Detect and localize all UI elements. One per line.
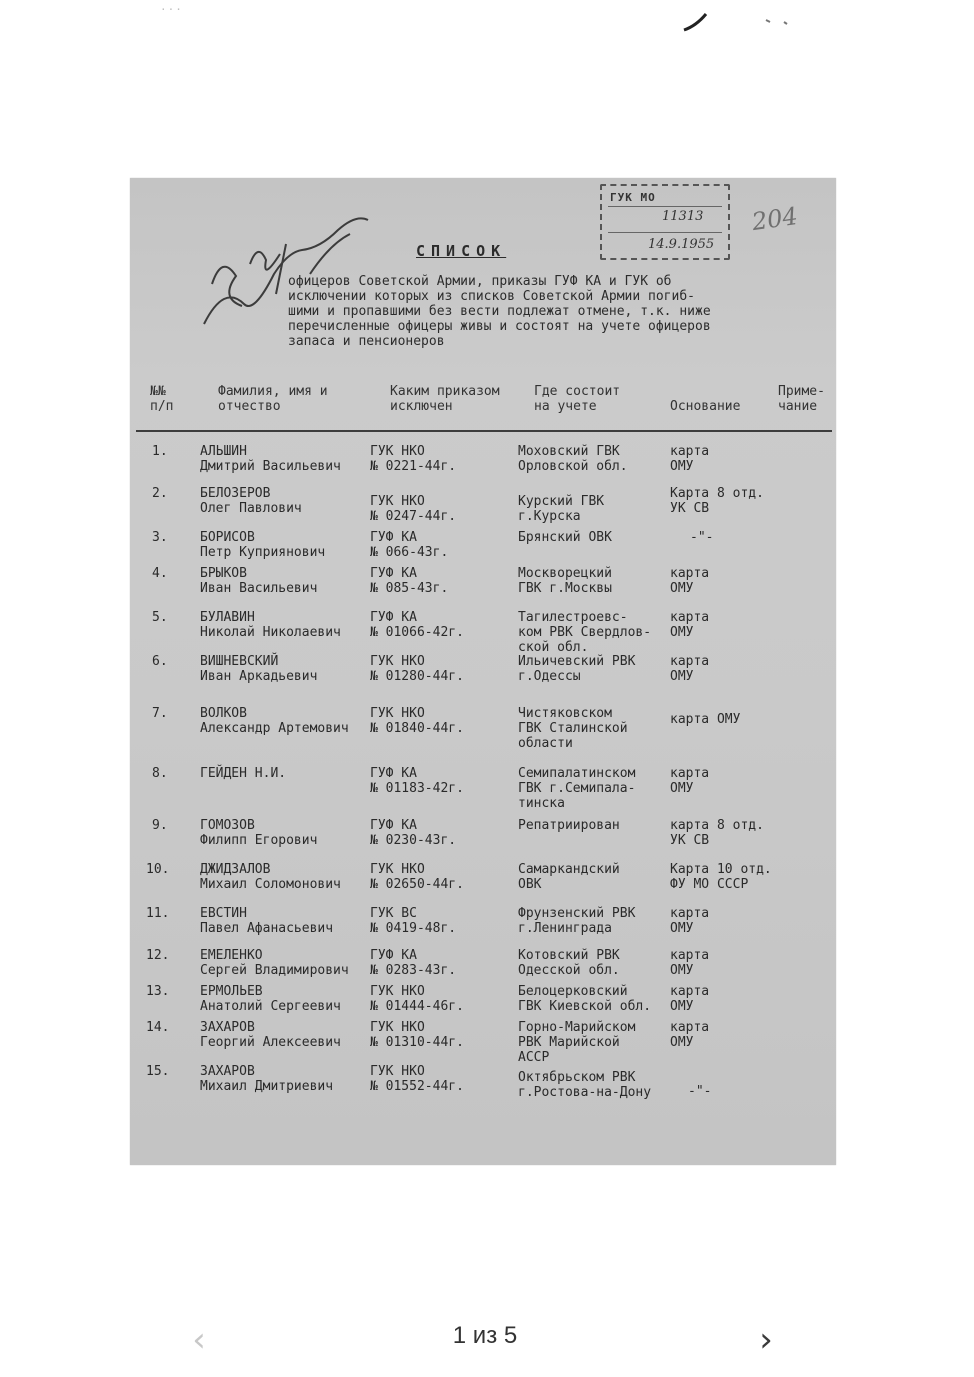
row-number: 10. bbox=[146, 862, 170, 877]
stamp-issuer: ГУК МО bbox=[610, 191, 656, 204]
registration-office: Октябрьском РВК г.Ростова-на-Дону bbox=[518, 1070, 652, 1100]
row-number: 12. bbox=[146, 948, 170, 963]
registration-office: Репатриирован bbox=[518, 818, 620, 833]
row-number: 11. bbox=[146, 906, 170, 921]
stamp-number: 11313 bbox=[662, 209, 704, 224]
officer-name: АЛЬШИН Дмитрий Васильевич bbox=[200, 444, 341, 474]
exclusion-order: ГУК НКО № 0221-44г. bbox=[370, 444, 457, 474]
document-title: СПИСОК bbox=[416, 242, 507, 260]
basis: карта ОМУ bbox=[670, 712, 741, 727]
corner-pen-mark bbox=[676, 8, 796, 38]
exclusion-order: ГУФ КА № 066-43г. bbox=[370, 530, 449, 560]
registration-office: Тагилестроевс- ком РВК Свердлов- ской обл. bbox=[518, 610, 652, 655]
chevron-left-icon[interactable]: ‹ bbox=[185, 1322, 213, 1358]
officer-name: ГЕЙДЕН Н.И. bbox=[200, 766, 287, 781]
basis: карта ОМУ bbox=[670, 906, 710, 936]
row-number: 4. bbox=[152, 566, 168, 581]
basis: карта ОМУ bbox=[670, 654, 710, 684]
exclusion-order: ГУК НКО № 0247-44г. bbox=[370, 494, 457, 524]
exclusion-order: ГУК ВС № 0419-48г. bbox=[370, 906, 457, 936]
col-header-num: №№ п/п bbox=[150, 384, 174, 414]
col-header-order: Каким приказом исключен bbox=[390, 384, 500, 414]
row-number: 1. bbox=[152, 444, 168, 459]
registration-office: Самаркандский ОВК bbox=[518, 862, 620, 892]
officer-name: ЕРМОЛЬЕВ Анатолий Сергеевич bbox=[200, 984, 341, 1014]
officer-name: ДЖИДЗАЛОВ Михаил Соломонович bbox=[200, 862, 341, 892]
officer-name: ЕВСТИН Павел Афанасьевич bbox=[200, 906, 334, 936]
registration-office: Семипалатинском ГВК г.Семипала- тинска bbox=[518, 766, 636, 811]
exclusion-order: ГУК НКО № 01310-44г. bbox=[370, 1020, 464, 1050]
exclusion-order: ГУФ КА № 0230-43г. bbox=[370, 818, 457, 848]
officer-name: ЗАХАРОВ Михаил Дмитриевич bbox=[200, 1064, 334, 1094]
exclusion-order: ГУК НКО № 01444-46г. bbox=[370, 984, 464, 1014]
document-description: офицеров Советской Армии, приказы ГУФ КА и ГУК об исключении которых из списков Советской Армии погиб- шими и пропавшими без вести подлежат отмене, т.к. ниже перечисленные офицеры живы и состоят на учете офицеров запаса и пенсионеров bbox=[288, 274, 711, 349]
exclusion-order: ГУФ КА № 01066-42г. bbox=[370, 610, 464, 640]
registration-office: Ильичевский РВК г.Одессы bbox=[518, 654, 636, 684]
row-number: 5. bbox=[152, 610, 168, 625]
basis: карта ОМУ bbox=[670, 948, 710, 978]
col-header-basis: Основание bbox=[670, 399, 741, 414]
row-number: 15. bbox=[146, 1064, 170, 1079]
top-page-fragment: ... bbox=[160, 0, 183, 13]
basis: -"- bbox=[690, 530, 714, 545]
handwritten-page-number: 204 bbox=[750, 201, 800, 237]
registration-office: Моховский ГВК Орловской обл. bbox=[518, 444, 628, 474]
page-navigation bbox=[0, 1300, 974, 1377]
officer-name: БОРИСОВ Петр Куприянович bbox=[200, 530, 326, 560]
col-header-unit: Где состоит на учете bbox=[534, 384, 621, 414]
row-number: 14. bbox=[146, 1020, 170, 1035]
officer-name: ВИШНЕВСКИЙ Иван Аркадьевич bbox=[200, 654, 318, 684]
exclusion-order: ГУФ КА № 085-43г. bbox=[370, 566, 449, 596]
row-number: 7. bbox=[152, 706, 168, 721]
registration-stamp bbox=[600, 184, 730, 260]
basis: карта ОМУ bbox=[670, 1020, 710, 1050]
officer-name: БУЛАВИН Николай Николаевич bbox=[200, 610, 341, 640]
registration-office: Фрунзенский РВК г.Ленинграда bbox=[518, 906, 636, 936]
row-number: 13. bbox=[146, 984, 170, 999]
basis: карта ОМУ bbox=[670, 566, 710, 596]
basis: карта ОМУ bbox=[670, 984, 710, 1014]
exclusion-order: ГУФ КА № 01183-42г. bbox=[370, 766, 464, 796]
basis: карта ОМУ bbox=[670, 444, 710, 474]
registration-office: Курский ГВК г.Курска bbox=[518, 494, 605, 524]
stamp-date: 14.9.1955 bbox=[648, 237, 715, 252]
page-indicator: 1 из 5 bbox=[452, 1322, 518, 1349]
exclusion-order: ГУК НКО № 02650-44г. bbox=[370, 862, 464, 892]
row-number: 2. bbox=[152, 486, 168, 501]
exclusion-order: ГУФ КА № 0283-43г. bbox=[370, 948, 457, 978]
basis: Карта 8 отд. УК СВ bbox=[670, 486, 764, 516]
basis: карта ОМУ bbox=[670, 610, 710, 640]
row-number: 6. bbox=[152, 654, 168, 669]
col-header-note: Приме- чание bbox=[778, 384, 825, 414]
exclusion-order: ГУК НКО № 01552-44г. bbox=[370, 1064, 464, 1094]
officer-name: ЕМЕЛЕНКО Сергей Владимирович bbox=[200, 948, 349, 978]
registration-office: Брянский ОВК bbox=[518, 530, 612, 545]
registration-office: Москворецкий ГВК г.Москвы bbox=[518, 566, 612, 596]
officer-name: ГОМОЗОВ Филипп Егорович bbox=[200, 818, 318, 848]
basis: карта ОМУ bbox=[670, 766, 710, 796]
row-number: 9. bbox=[152, 818, 168, 833]
header-divider bbox=[136, 430, 832, 432]
document-scan bbox=[130, 178, 836, 1165]
basis: Карта 10 отд. ФУ МО СССР bbox=[670, 862, 772, 892]
registration-office: Котовский РВК Одесской обл. bbox=[518, 948, 620, 978]
basis: карта 8 отд. УК СВ bbox=[670, 818, 764, 848]
row-number: 3. bbox=[152, 530, 168, 545]
officer-name: ВОЛКОВ Александр Артемович bbox=[200, 706, 349, 736]
officer-name: БЕЛОЗЕРОВ Олег Павлович bbox=[200, 486, 302, 516]
registration-office: Белоцерковский ГВК Киевской обл. bbox=[518, 984, 652, 1014]
basis: -"- bbox=[688, 1084, 712, 1099]
registration-office: Чистяковском ГВК Сталинской области bbox=[518, 706, 628, 751]
officer-name: ЗАХАРОВ Георгий Алексеевич bbox=[200, 1020, 341, 1050]
officer-name: БРЫКОВ Иван Васильевич bbox=[200, 566, 318, 596]
exclusion-order: ГУК НКО № 01280-44г. bbox=[370, 654, 464, 684]
exclusion-order: ГУК НКО № 01840-44г. bbox=[370, 706, 464, 736]
row-number: 8. bbox=[152, 766, 168, 781]
chevron-right-icon[interactable]: › bbox=[752, 1322, 780, 1358]
registration-office: Горно-Марийском РВК Марийской АССР bbox=[518, 1020, 636, 1065]
col-header-name: Фамилия, имя и отчество bbox=[218, 384, 328, 414]
